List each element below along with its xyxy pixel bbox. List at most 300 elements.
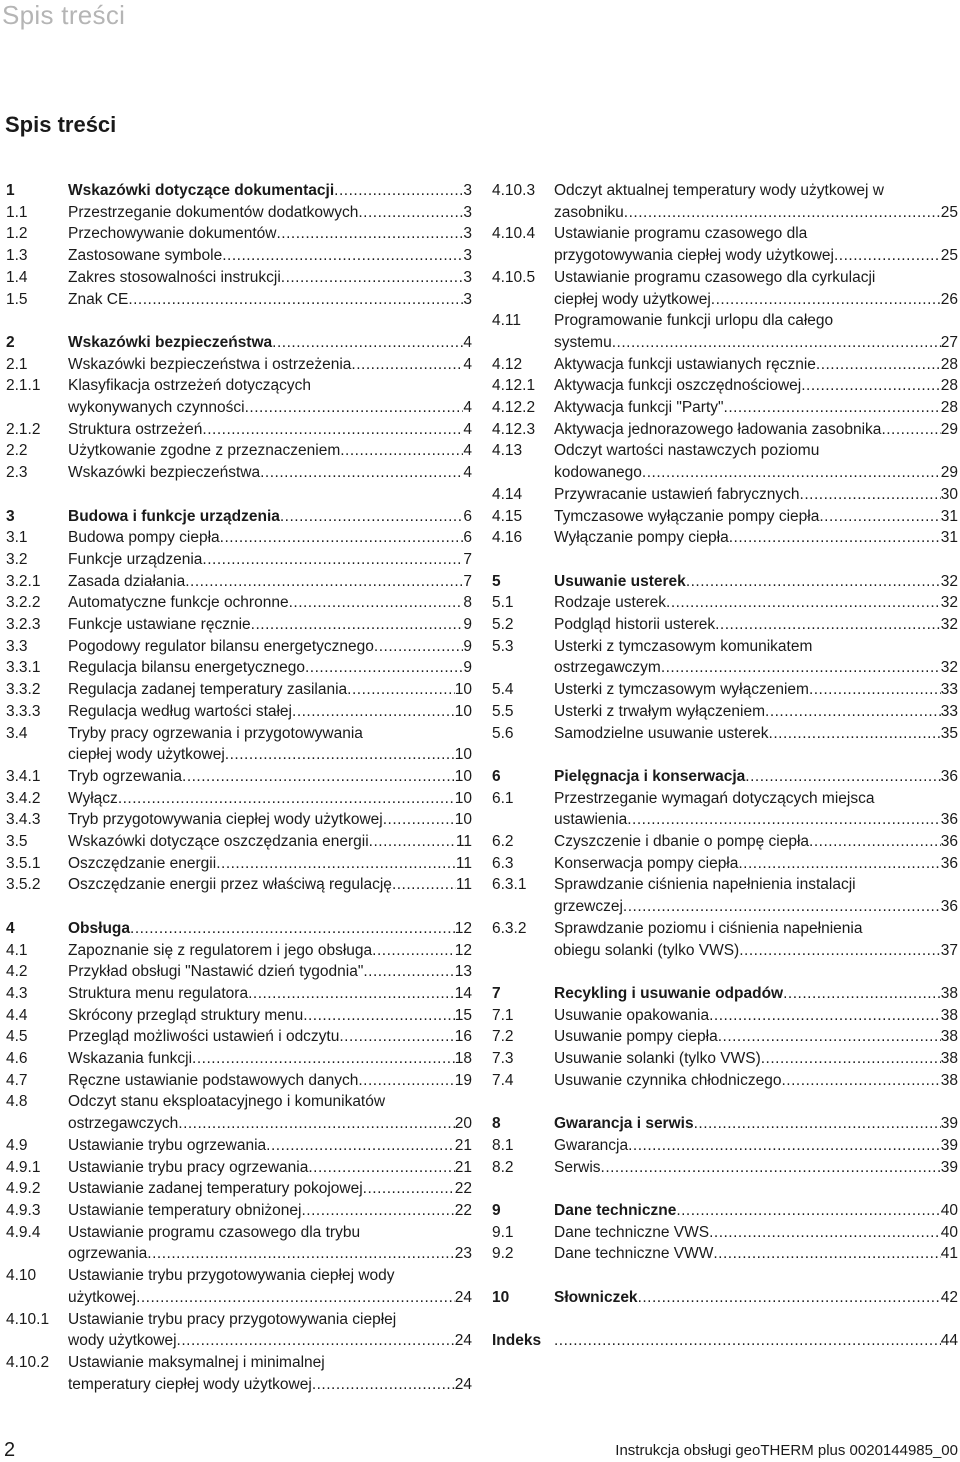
toc-entry-title: Aktywacja funkcji "Party": [554, 399, 724, 417]
toc-entry-title: Pielęgnacja i konserwacja: [554, 767, 746, 785]
toc-entry-title: Zastosowane symbole: [68, 247, 223, 265]
toc-page-number: 37: [940, 941, 958, 959]
toc-entry-number: 3.2.2: [6, 594, 41, 612]
toc-entry-title: ciepłej wody użytkowej: [68, 746, 225, 764]
toc-entry-title: Skrócony przegląd struktury menu: [68, 1006, 304, 1024]
toc-leader-dots: [834, 245, 941, 267]
toc-entry-number: 1: [6, 182, 15, 199]
toc-leader-dots: [612, 332, 941, 354]
toc-entry-title: przygotowywania ciepłej wody użytkowej: [554, 247, 834, 265]
toc-gap: [6, 484, 472, 506]
toc-entry-number: 4.15: [492, 507, 523, 525]
toc-entry-title-line: Przestrzeganie wymagań dotyczących miejsca: [554, 789, 875, 807]
toc-entry-number: 6.3: [492, 854, 514, 872]
toc-entry-number: 3.4.3: [6, 811, 41, 829]
toc-entry-number: 3.2: [6, 550, 28, 568]
toc-leader-dots: [248, 983, 455, 1005]
toc-entry-number: 4.2: [6, 963, 28, 981]
toc-entry-number: 3: [6, 507, 15, 525]
toc-page-number: 10: [454, 702, 472, 720]
toc-entry-number: 4.14: [492, 485, 523, 503]
toc-entry-title-line: Tryby pracy ogrzewania i przygotowywania: [68, 724, 363, 742]
toc-leader-dots: [729, 527, 941, 549]
toc-entry[interactable]: [492, 592, 958, 614]
toc-entry-title: Wskazówki bezpieczeństwa i ostrzeżenia: [68, 355, 352, 373]
toc-leader-dots: [266, 1135, 455, 1157]
toc-entry-title: Użytkowanie zgodne z przeznaczeniem: [68, 442, 341, 460]
toc-page-number: 38: [940, 984, 958, 1002]
toc-entry-number: 4.1: [6, 941, 28, 959]
toc-page-number: 24: [454, 1332, 472, 1350]
toc-entry[interactable]: [6, 614, 472, 636]
toc-gap: [492, 549, 958, 571]
toc-leader-dots: [738, 853, 940, 875]
toc-leader-dots: [369, 831, 456, 853]
toc-entry[interactable]: [492, 874, 958, 917]
toc-leader-dots: [383, 809, 455, 831]
toc-page-number: 4: [463, 333, 472, 351]
toc-entry[interactable]: [492, 354, 958, 376]
toc-leader-dots: [251, 614, 464, 636]
toc-entry-title: Budowa pompy ciepła: [68, 529, 220, 547]
toc-entry-number: 6: [492, 767, 501, 785]
toc-entry[interactable]: [6, 1091, 472, 1134]
toc-entry-number: 10: [492, 1288, 510, 1306]
toc-entry-number: 1.1: [6, 203, 28, 221]
toc-entry-number: 4.10.4: [492, 225, 536, 243]
toc-page-number: 38: [940, 1050, 958, 1068]
toc-page-number: 41: [940, 1245, 958, 1263]
toc-entry-title: Wskazówki bezpieczeństwa: [68, 464, 261, 482]
toc-page-number: 21: [454, 1136, 472, 1154]
toc-leader-dots: [554, 1330, 941, 1352]
toc-page-number: 32: [940, 659, 958, 677]
toc-entry[interactable]: [6, 831, 472, 853]
toc-entry-title: Ustawianie trybu ogrzewania: [68, 1136, 267, 1154]
toc-page-number: 36: [940, 854, 958, 872]
toc-entry[interactable]: [492, 419, 958, 441]
toc-leader-dots: [739, 940, 941, 962]
toc-entry[interactable]: [6, 375, 472, 418]
toc-page-number: 39: [940, 1115, 958, 1133]
toc-entry-title: grzewczej: [554, 898, 623, 916]
toc-entry[interactable]: [6, 527, 472, 549]
toc-chapter-entry[interactable]: [6, 506, 472, 528]
toc-leader-dots: [358, 202, 463, 224]
toc-entry[interactable]: [6, 1200, 472, 1222]
toc-leader-dots: [220, 527, 464, 549]
toc-entry[interactable]: [492, 1243, 958, 1265]
toc-entry[interactable]: [6, 202, 472, 224]
toc-entry-title: Słowniczek: [554, 1288, 638, 1306]
toc-entry-number: 4.7: [6, 1071, 28, 1089]
toc-entry-number: 4.10: [6, 1267, 37, 1285]
toc-entry[interactable]: [492, 1048, 958, 1070]
toc-entry-title: ogrzewania: [68, 1245, 148, 1263]
toc-entry[interactable]: [6, 1070, 472, 1092]
toc-entry-number: 3.4.2: [6, 789, 41, 807]
toc-leader-dots: [225, 744, 455, 766]
toc-page-number: 10: [454, 767, 472, 785]
toc-entry-number: 6.2: [492, 833, 514, 851]
toc-entry-title: Przykład obsługi "Nastawić dzień tygodnia": [68, 963, 364, 981]
toc-entry-number: 3.3.1: [6, 659, 41, 677]
toc-entry-title: Przestrzeganie dokumentów dodatkowych: [68, 203, 359, 221]
toc-page-number: 12: [454, 919, 472, 937]
toc-entry-number: 5.5: [492, 702, 514, 720]
toc-entry-title: wody użytkowej: [68, 1332, 177, 1350]
toc-entry-title: obiegu solanki (tylko VWS): [554, 941, 740, 959]
toc-leader-dots: [182, 766, 455, 788]
toc-entry-number: 2.1.2: [6, 420, 41, 438]
toc-entry-title: Recykling i usuwanie odpadów: [554, 984, 784, 1002]
toc-entry[interactable]: [492, 397, 958, 419]
toc-page-number: 39: [940, 1136, 958, 1154]
toc-leader-dots: [718, 1026, 941, 1048]
toc-entry[interactable]: [6, 289, 472, 311]
toc-page-number: 3: [463, 225, 472, 243]
toc-entry-number: 4.4: [6, 1006, 28, 1024]
toc-entry-title: Budowa i funkcje urządzenia: [68, 507, 280, 525]
toc-chapter-entry[interactable]: [492, 571, 958, 593]
toc-entry[interactable]: [6, 1157, 472, 1179]
toc-page-number: 15: [454, 1006, 472, 1024]
toc-chapter-entry[interactable]: [492, 1113, 958, 1135]
toc-entry[interactable]: [492, 267, 958, 310]
toc-entry-title-line: Odczyt aktualnej temperatury wody użytkowej w: [554, 182, 884, 199]
toc-page-number: 7: [463, 572, 472, 590]
toc-entry-title-line: Sprawdzanie poziomu i ciśnienia napełnienia: [554, 919, 863, 937]
toc-entry[interactable]: [6, 636, 472, 658]
toc-entry-title: ustawienia: [554, 811, 628, 829]
toc-entry[interactable]: [492, 1135, 958, 1157]
toc-leader-dots: [260, 462, 463, 484]
toc-entry-title: temperatury ciepłej wody użytkowej: [68, 1375, 312, 1393]
toc-leader-dots: [130, 918, 455, 940]
toc-chapter-entry[interactable]: [492, 1330, 958, 1352]
toc-entry[interactable]: [492, 180, 958, 223]
toc-entry[interactable]: [492, 506, 958, 528]
toc-entry-title: ciepłej wody użytkowej: [554, 290, 711, 308]
toc-page-number: 25: [940, 203, 958, 221]
toc-entry[interactable]: [492, 1157, 958, 1179]
toc-entry-title: Tryb przygotowywania ciepłej wody użytkowej: [68, 811, 383, 829]
toc-leader-dots: [694, 1113, 941, 1135]
toc-entry-title: Usuwanie czynnika chłodniczego: [554, 1071, 782, 1089]
toc-entry-number: 3.5.1: [6, 854, 41, 872]
toc-entry[interactable]: [492, 614, 958, 636]
toc-entry[interactable]: [6, 809, 472, 831]
toc-leader-dots: [202, 549, 463, 571]
toc-entry-title: Regulacja zadanej temperatury zasilania: [68, 681, 348, 699]
toc-page-number: 12: [454, 941, 472, 959]
toc-chapter-entry[interactable]: [492, 983, 958, 1005]
toc-leader-dots: [800, 484, 941, 506]
toc-page-number: 36: [940, 833, 958, 851]
toc-entry[interactable]: [6, 961, 472, 983]
toc-entry[interactable]: [492, 1070, 958, 1092]
toc-entry-number: 5: [492, 572, 501, 590]
toc-leader-dots: [715, 614, 941, 636]
toc-entry-title: Serwis: [554, 1158, 601, 1176]
toc-chapter-entry[interactable]: [6, 918, 472, 940]
toc-entry[interactable]: [6, 874, 472, 896]
toc-page-number: 14: [454, 984, 472, 1002]
toc-entry[interactable]: [492, 831, 958, 853]
toc-page-number: 28: [940, 377, 958, 395]
toc-entry-number: 6.1: [492, 789, 514, 807]
toc-entry-title: Dane techniczne VWW: [554, 1245, 714, 1263]
toc-entry-title: Przechowywanie dokumentów: [68, 225, 277, 243]
toc-leader-dots: [676, 1200, 940, 1222]
toc-leader-dots: [881, 419, 940, 441]
toc-entry[interactable]: [6, 1265, 472, 1308]
toc-entry-title: Obsługa: [68, 919, 131, 937]
toc-leader-dots: [363, 961, 454, 983]
toc-leader-dots: [769, 723, 941, 745]
toc-chapter-entry[interactable]: [6, 180, 472, 202]
toc-entry-title: Usuwanie usterek: [554, 572, 686, 590]
toc-entry-title: systemu: [554, 333, 612, 351]
toc-entry-number: 4.9.2: [6, 1180, 41, 1198]
toc-page-number: 4: [463, 399, 472, 417]
toc-entry-number: 3.2.1: [6, 572, 41, 590]
toc-entry[interactable]: [6, 853, 472, 875]
toc-entry-number: 2: [6, 333, 15, 351]
toc-chapter-entry[interactable]: [6, 332, 472, 354]
toc-entry[interactable]: [6, 940, 472, 962]
toc-leader-dots: [147, 1243, 454, 1265]
toc-entry[interactable]: [492, 701, 958, 723]
toc-page-number: 32: [940, 594, 958, 612]
toc-entry-number: 3.3.2: [6, 681, 41, 699]
toc-leader-dots: [761, 1048, 941, 1070]
toc-page-number: 23: [454, 1245, 472, 1263]
toc-entry-title: Podgląd historii usterek: [554, 616, 716, 634]
toc-chapter-entry[interactable]: [492, 766, 958, 788]
toc-chapter-entry[interactable]: [492, 1287, 958, 1309]
toc-entry[interactable]: [6, 723, 472, 766]
toc-entry[interactable]: [6, 223, 472, 245]
toc-entry-title-line: Ustawianie trybu przygotowywania ciepłej wody: [68, 1267, 395, 1285]
toc-leader-dots: [816, 354, 941, 376]
toc-entry[interactable]: [6, 1222, 472, 1265]
toc-leader-dots: [601, 1157, 941, 1179]
toc-leader-dots: [686, 571, 941, 593]
toc-entry-title: Ustawianie temperatury obniżonej: [68, 1202, 302, 1219]
toc-page-number: 19: [454, 1071, 472, 1089]
toc-entry[interactable]: [492, 310, 958, 353]
toc-entry-number: 8: [492, 1115, 501, 1133]
toc-entry-title: Usterki z tymczasowym wyłączeniem: [554, 681, 809, 699]
toc-page-number: 39: [940, 1158, 958, 1176]
toc-page-number: 4: [463, 464, 472, 482]
toc-entry-number: 1.4: [6, 268, 28, 286]
toc-leader-dots: [638, 1287, 941, 1309]
toc-entry-title: Funkcje ustawiane ręcznie: [68, 616, 251, 634]
toc-page-number: 9: [463, 659, 472, 677]
footer-document-title: Instrukcja obsługi geoTHERM plus 0020144985_00: [615, 1442, 958, 1459]
toc-entry-title-line: Ustawianie maksymalnej i minimalnej: [68, 1353, 325, 1371]
toc-entry[interactable]: [6, 679, 472, 701]
toc-entry[interactable]: [492, 853, 958, 875]
toc-entry-number: 5.2: [492, 616, 514, 634]
toc-entry[interactable]: [6, 462, 472, 484]
toc-entry-title: Usuwanie solanki (tylko VWS): [554, 1050, 761, 1068]
toc-entry-title: Ręczne ustawianie podstawowych danych: [68, 1071, 359, 1089]
toc-leader-dots: [178, 1113, 454, 1135]
toc-entry[interactable]: [6, 701, 472, 723]
toc-page-number: 3: [463, 268, 472, 286]
toc-entry[interactable]: [6, 788, 472, 810]
toc-entry-number: 7.3: [492, 1050, 514, 1068]
toc-entry-title: Automatyczne funkcje ochronne: [68, 594, 289, 612]
toc-leader-dots: [666, 592, 941, 614]
toc-entry[interactable]: [6, 1048, 472, 1070]
toc-page-number: 10: [454, 811, 472, 829]
toc-page-number: 11: [455, 854, 472, 872]
toc-entry-title: Aktywacja funkcji oszczędnościowej: [554, 377, 802, 395]
toc-entry-number: 7.4: [492, 1071, 514, 1089]
toc-entry-number: 4.10.2: [6, 1353, 50, 1371]
toc-entry-title: Wskazówki dotyczące dokumentacji: [68, 182, 335, 199]
toc-entry-number: 4.9.4: [6, 1223, 41, 1241]
toc-page-number: 9: [463, 616, 472, 634]
toc-entry-title: Tryb ogrzewania: [68, 767, 183, 785]
toc-page-number: 6: [463, 529, 472, 547]
toc-entry[interactable]: [492, 679, 958, 701]
toc-leader-dots: [745, 766, 940, 788]
toc-entry-title: Funkcje urządzenia: [68, 550, 203, 568]
toc-leader-dots: [363, 1178, 455, 1200]
toc-page-number: 11: [455, 833, 472, 851]
toc-entry[interactable]: [6, 419, 472, 441]
toc-entry[interactable]: [6, 1026, 472, 1048]
toc-entry-number: 3.3.3: [6, 702, 41, 720]
toc-entry[interactable]: [492, 527, 958, 549]
toc-entry-title-line: Ustawianie programu czasowego dla cyrkulacji: [554, 268, 876, 286]
toc-chapter-entry[interactable]: [492, 1200, 958, 1222]
toc-page-number: 9: [463, 637, 472, 655]
toc-entry-number: 3.1: [6, 529, 28, 547]
toc-leader-dots: [819, 506, 940, 528]
toc-page-number: 38: [940, 1006, 958, 1024]
toc-entry[interactable]: [492, 223, 958, 266]
toc-gap: [6, 896, 472, 918]
toc-entry-title: Zakres stosowalności instrukcji: [68, 268, 281, 286]
toc-page-number: 3: [463, 203, 472, 221]
toc-entry-number: 1.2: [6, 225, 28, 243]
toc-leader-dots: [661, 657, 941, 679]
toc-entry-title-line: Klasyfikacja ostrzeżeń dotyczących: [68, 377, 311, 395]
toc-entry[interactable]: [6, 549, 472, 571]
toc-entry-number: 7.2: [492, 1028, 514, 1046]
toc-entry[interactable]: [492, 484, 958, 506]
toc-entry[interactable]: [492, 375, 958, 397]
toc-entry-title-line: Sprawdzanie ciśnienia napełnienia instalacji: [554, 876, 856, 894]
toc-entry-number: 4.8: [6, 1093, 28, 1111]
toc-leader-dots: [222, 245, 463, 267]
toc-entry-number: 1.3: [6, 247, 28, 265]
toc-entry[interactable]: [6, 657, 472, 679]
toc-leader-dots: [627, 809, 941, 831]
toc-entry[interactable]: [6, 1178, 472, 1200]
toc-entry[interactable]: [6, 1005, 472, 1027]
toc-page-number: 35: [940, 724, 958, 742]
toc-leader-dots: [351, 354, 463, 376]
toc-entry[interactable]: [6, 1352, 472, 1395]
toc-entry-number: 4.9: [6, 1136, 28, 1154]
toc-page-number: 32: [940, 616, 958, 634]
toc-page-number: 27: [940, 333, 958, 351]
toc-entry[interactable]: [6, 245, 472, 267]
toc-leader-dots: [136, 1287, 455, 1309]
toc-entry[interactable]: [492, 1005, 958, 1027]
toc-left-column: [6, 180, 472, 1395]
toc-entry-title: Usuwanie opakowania: [554, 1006, 710, 1024]
toc-leader-dots: [289, 592, 464, 614]
toc-entry[interactable]: [6, 440, 472, 462]
toc-entry[interactable]: [6, 1135, 472, 1157]
toc-page-number: 24: [454, 1288, 472, 1306]
toc-entry-number: 4.9.1: [6, 1158, 41, 1176]
toc-page-number: 4: [463, 355, 472, 373]
toc-entry[interactable]: [492, 636, 958, 679]
toc-entry[interactable]: [6, 571, 472, 593]
toc-entry-title: Usuwanie pompy ciepła: [554, 1028, 718, 1046]
toc-leader-dots: [128, 289, 463, 311]
toc-leader-dots: [216, 853, 456, 875]
toc-page-number: 36: [940, 811, 958, 829]
toc-entry-number: 4.10.3: [492, 182, 536, 199]
toc-entry[interactable]: [6, 354, 472, 376]
toc-entry[interactable]: [492, 1026, 958, 1048]
toc-entry[interactable]: [6, 1309, 472, 1352]
toc-entry[interactable]: [492, 1222, 958, 1244]
toc-entry-title: Wskazania funkcji: [68, 1050, 193, 1068]
toc-page-number: 36: [940, 898, 958, 916]
toc-page-number: 13: [454, 963, 472, 981]
toc-entry-title: Pogodowy regulator bilansu energetycznego: [68, 637, 374, 655]
toc-page-number: 3: [463, 290, 472, 308]
toc-entry-number: 8.2: [492, 1158, 514, 1176]
toc-leader-dots: [272, 332, 463, 354]
toc-page-number: 29: [940, 464, 958, 482]
toc-entry-title: Aktywacja jednorazowego ładowania zasobnika: [554, 420, 882, 438]
toc-page-number: 10: [454, 746, 472, 764]
toc-entry[interactable]: [6, 592, 472, 614]
toc-entry[interactable]: [6, 766, 472, 788]
toc-page-number: 3: [463, 247, 472, 265]
toc-entry-title: ostrzegawczym: [554, 659, 661, 677]
toc-entry[interactable]: [492, 440, 958, 483]
toc-entry[interactable]: [492, 788, 958, 831]
toc-leader-dots: [281, 267, 464, 289]
toc-entry[interactable]: [6, 983, 472, 1005]
toc-gap: [492, 1308, 958, 1330]
toc-entry[interactable]: [6, 267, 472, 289]
toc-leader-dots: [305, 657, 463, 679]
toc-page-number: 38: [940, 1028, 958, 1046]
toc-entry[interactable]: [492, 918, 958, 961]
toc-entry-number: 5.6: [492, 724, 514, 742]
toc-entry[interactable]: [492, 723, 958, 745]
toc-entry-number: 7: [492, 984, 501, 1002]
toc-leader-dots: [628, 1135, 941, 1157]
toc-leader-dots: [312, 1374, 455, 1396]
toc-entry-number: 1.5: [6, 290, 28, 308]
toc-page-number: 4: [463, 420, 472, 438]
